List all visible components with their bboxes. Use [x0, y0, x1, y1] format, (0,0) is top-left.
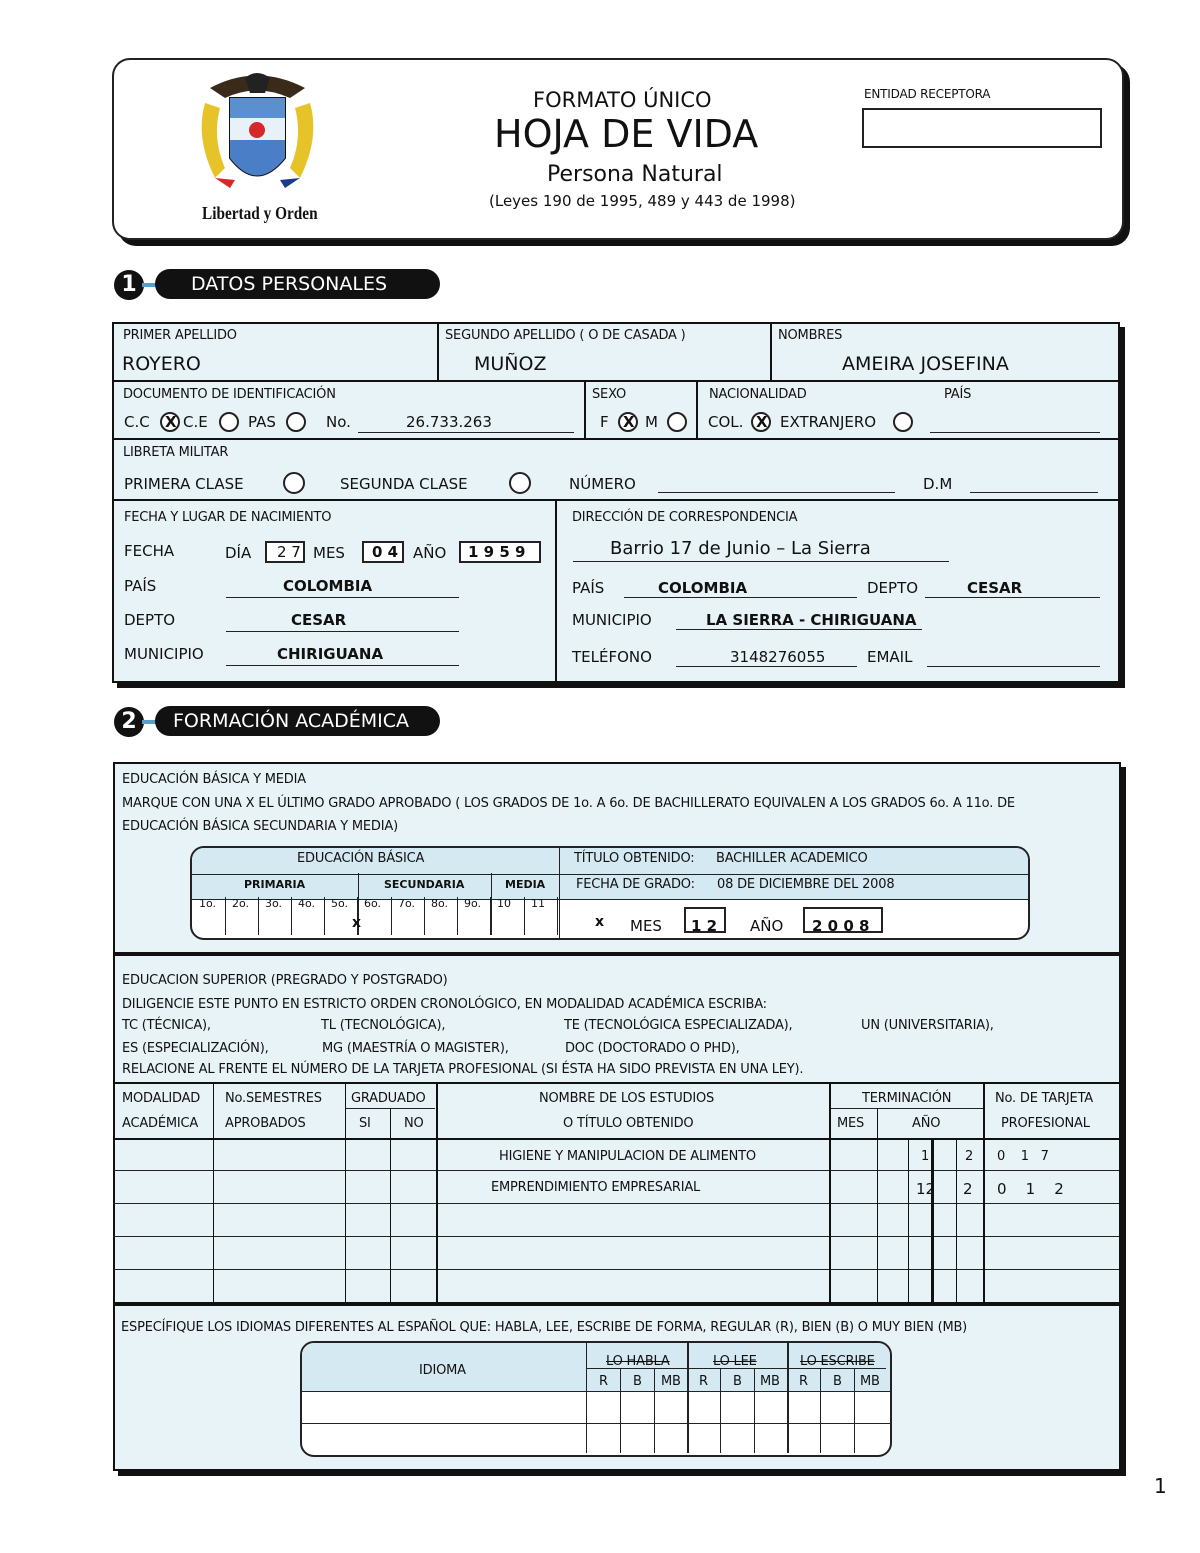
title-value[interactable]: BACHILLER ACADEMICO	[716, 851, 868, 866]
grade-cell-11[interactable]	[525, 897, 558, 935]
lang-col-line	[620, 1368, 621, 1453]
section-2-title: FORMACIÓN ACADÉMICA	[173, 710, 410, 732]
addr-dept-label: DEPTO	[867, 579, 919, 597]
field-underline	[573, 561, 949, 562]
doc-cc-label: C.C	[124, 413, 150, 431]
second-class-radio[interactable]	[509, 472, 531, 494]
col-tarjeta-1: No. DE TARJETA	[995, 1091, 1094, 1106]
lang-escribe-r: R	[799, 1374, 808, 1389]
grade-label: 3o.	[265, 897, 283, 910]
divider	[113, 1302, 1119, 1306]
first-class-radio[interactable]	[283, 472, 305, 494]
military-label: LIBRETA MILITAR	[123, 445, 229, 460]
phone-value[interactable]: 3148276055	[730, 648, 826, 666]
doc-ce-label: C.E	[183, 413, 208, 431]
month-value: 0 4	[372, 543, 399, 561]
first-surname-label: PRIMER APELLIDO	[123, 328, 237, 343]
title-label: TÍTULO OBTENIDO:	[574, 851, 695, 866]
addr-mun-label: MUNICIPIO	[572, 611, 652, 629]
grade-cell-7[interactable]	[392, 897, 425, 935]
form-type: FORMATO ÚNICO	[533, 88, 712, 112]
grade-label: 9o.	[464, 897, 482, 910]
col-semestres-1: No.SEMESTRES	[225, 1091, 322, 1106]
grade-cell-1[interactable]	[193, 897, 226, 935]
addr-dept-value[interactable]: CESAR	[967, 579, 1023, 597]
date-label: FECHA	[124, 542, 175, 560]
grade-label: 7o.	[398, 897, 416, 910]
modality-es: ES (ESPECIALIZACIÓN),	[122, 1041, 269, 1056]
higher-title: EDUCACION SUPERIOR (PREGRADO Y POSTGRADO)	[122, 973, 448, 988]
email-input[interactable]	[927, 666, 1100, 667]
col-nombre-1: NOMBRE DE LOS ESTUDIOS	[539, 1091, 715, 1106]
field-underline	[925, 597, 1100, 598]
lo-escribe-header: LO ESCRIBE	[800, 1354, 875, 1369]
military-number-label: NÚMERO	[569, 475, 636, 493]
doc-label: DOCUMENTO DE IDENTIFICACIÓN	[123, 387, 336, 402]
divider	[437, 322, 439, 380]
addr-mun-value[interactable]: LA SIERRA - CHIRIGUANA	[706, 611, 917, 629]
divider	[555, 499, 557, 681]
lo-habla-header: LO HABLA	[606, 1354, 670, 1369]
address-label: DIRECCIÓN DE CORRESPONDENCIA	[572, 510, 798, 525]
lang-col-line	[787, 1343, 789, 1453]
doc-pas-radio[interactable]	[286, 412, 306, 432]
table-row-1-anio-a[interactable]: 1	[921, 1149, 930, 1164]
basic-header: EDUCACIÓN BÁSICA	[297, 851, 425, 866]
lang-col-line	[687, 1343, 689, 1453]
field-underline	[226, 597, 459, 598]
doc-ce-radio[interactable]	[219, 412, 239, 432]
table-row-2-anio-b[interactable]: 2	[963, 1180, 973, 1198]
lang-col-line	[820, 1368, 821, 1453]
relacione-text: RELACIONE AL FRENTE EL NÚMERO DE LA TARJETA PROFESIONAL (SI ÉSTA HA SIDO PREVISTA EN UNA LEY).	[122, 1062, 804, 1077]
grade-label: 8o.	[431, 897, 449, 910]
sex-f-radio[interactable]	[618, 412, 638, 432]
address-value[interactable]: Barrio 17 de Junio – La Sierra	[610, 538, 871, 559]
modality-tl: TL (TECNOLÓGICA),	[321, 1018, 446, 1033]
divider	[584, 380, 586, 438]
addr-country-label: PAÍS	[572, 579, 605, 597]
table-line	[436, 1082, 438, 1302]
field-underline	[226, 665, 459, 666]
birth-label: FECHA Y LUGAR DE NACIMIENTO	[124, 510, 332, 525]
table-line	[192, 874, 1028, 875]
coat-of-arms-logo	[190, 68, 325, 233]
modality-mg: MG (MAESTRÍA O MAGISTER),	[322, 1041, 509, 1056]
modality-tc: TC (TÉCNICA),	[122, 1018, 211, 1033]
grad-mark: x	[595, 914, 605, 930]
birth-dept-value[interactable]: CESAR	[291, 611, 347, 629]
email-label: EMAIL	[867, 648, 913, 666]
second-surname-value[interactable]: MUÑOZ	[474, 353, 547, 375]
lang-col-line	[854, 1368, 855, 1453]
table-row-2-anio-a[interactable]: 12	[916, 1180, 936, 1198]
divider	[696, 380, 698, 438]
entity-label: ENTIDAD RECEPTORA	[864, 87, 991, 101]
laws-reference: (Leyes 190 de 1995, 489 y 443 de 1998)	[489, 192, 796, 210]
dm-label: D.M	[923, 475, 953, 493]
military-number-input[interactable]	[658, 492, 895, 493]
table-line	[113, 1138, 1119, 1140]
page-number: 1	[1154, 1474, 1167, 1498]
secundaria-label: SECUNDARIA	[384, 878, 465, 891]
dm-input[interactable]	[970, 492, 1098, 493]
names-label: NOMBRES	[778, 328, 843, 343]
grade-label: 11	[531, 897, 545, 910]
names-value[interactable]: AMEIRA JOSEFINA	[842, 353, 1009, 375]
grade-label: 4o.	[298, 897, 316, 910]
month-label: MES	[313, 544, 345, 562]
lang-escribe-mb: MB	[860, 1374, 880, 1389]
modality-te: TE (TECNOLÓGICA ESPECIALIZADA),	[564, 1018, 793, 1033]
lang-escribe-b: B	[833, 1374, 842, 1389]
grade-cell-9[interactable]	[458, 897, 491, 935]
lang-habla-r: R	[599, 1374, 608, 1389]
grade-mark: x	[352, 915, 362, 931]
first-surname-value[interactable]: ROYERO	[122, 353, 201, 375]
table-line	[829, 1082, 831, 1302]
divider	[112, 438, 1118, 440]
country-input[interactable]	[930, 432, 1100, 433]
table-row-2-nombre[interactable]: EMPRENDIMIENTO EMPRESARIAL	[491, 1180, 701, 1195]
table-line	[113, 1236, 1119, 1237]
grade-cell-10[interactable]	[491, 897, 525, 935]
day-value: 2 7	[277, 543, 301, 561]
grade-label: 10	[497, 897, 511, 910]
grad-year-label: AÑO	[750, 917, 784, 935]
higher-instr: DILIGENCIE ESTE PUNTO EN ESTRICTO ORDEN CRONOLÓGICO, EN MODALIDAD ACADÉMICA ESCRIBA:	[122, 997, 767, 1012]
field-underline	[226, 631, 459, 632]
birth-country-label: PAÍS	[124, 577, 157, 595]
lang-lee-b: B	[733, 1374, 742, 1389]
nat-foreign-label: EXTRANJERO	[780, 413, 877, 431]
sex-m-radio[interactable]	[667, 412, 687, 432]
year-value: 1 9 5 9	[468, 543, 526, 561]
day-label: DÍA	[225, 544, 252, 562]
divider	[113, 952, 1119, 956]
modality-un: UN (UNIVERSITARIA),	[861, 1018, 994, 1033]
birth-mun-label: MUNICIPIO	[124, 645, 204, 663]
nationality-label: NACIONALIDAD	[709, 387, 807, 402]
lang-habla-b: B	[633, 1374, 642, 1389]
lang-col-line	[754, 1368, 755, 1453]
field-underline	[624, 597, 857, 598]
table-line	[586, 1368, 886, 1369]
grade-label: 1o.	[199, 897, 217, 910]
media-label: MEDIA	[505, 878, 546, 891]
logo-text: Libertad y Orden	[202, 203, 318, 223]
lang-col-header: IDIOMA	[419, 1363, 466, 1378]
entity-input[interactable]	[862, 108, 1102, 148]
lang-lee-r: R	[699, 1374, 708, 1389]
lang-col-line	[720, 1368, 721, 1453]
table-line	[113, 1170, 1119, 1171]
doc-pas-label: PAS	[248, 413, 276, 431]
second-surname-label: SEGUNDO APELLIDO ( O DE CASADA )	[445, 328, 686, 343]
grade-cell-3[interactable]	[259, 897, 292, 935]
divider	[113, 1082, 1119, 1084]
table-line	[113, 1269, 1119, 1270]
year-label: AÑO	[413, 544, 447, 562]
table-line	[559, 848, 560, 938]
grade-label: 2o.	[232, 897, 250, 910]
addr-country-value[interactable]: COLOMBIA	[658, 579, 748, 597]
col-no: NO	[404, 1116, 424, 1131]
table-line	[931, 1138, 934, 1302]
section-1-number: 1	[114, 270, 144, 300]
table-line	[908, 1138, 909, 1302]
lo-lee-header: LO LEE	[713, 1354, 757, 1369]
table-row-1-nombre[interactable]: HIGIENE Y MANIPULACION DE ALIMENTO	[499, 1149, 756, 1164]
table-line	[302, 1391, 890, 1392]
lang-habla-mb: MB	[661, 1374, 681, 1389]
table-line	[213, 1082, 214, 1302]
lang-lee-mb: MB	[760, 1374, 780, 1389]
doc-cc-radio[interactable]	[160, 412, 180, 432]
field-underline	[676, 629, 922, 630]
lang-col-line	[586, 1343, 587, 1453]
basic-title: EDUCACIÓN BÁSICA Y MEDIA	[122, 772, 306, 787]
grade-cell-6[interactable]	[358, 897, 392, 935]
grad-month-label: MES	[630, 917, 662, 935]
table-row-1-tarjeta[interactable]: 0 1 7	[997, 1149, 1049, 1164]
table-line	[956, 1138, 957, 1302]
sex-m-label: M	[645, 413, 658, 431]
modality-doc: DOC (DOCTORADO O PHD),	[565, 1041, 740, 1056]
grade-cell-8[interactable]	[425, 897, 458, 935]
country-label: PAÍS	[944, 387, 972, 402]
nat-col-radio[interactable]	[751, 412, 771, 432]
grade-cell-2[interactable]	[226, 897, 259, 935]
col-terminacion: TERMINACIÓN	[862, 1091, 952, 1106]
phone-label: TELÉFONO	[572, 648, 652, 666]
basic-instr-1: MARQUE CON UNA X EL ÚLTIMO GRADO APROBADO ( LOS GRADOS DE 1o. A 6o. DE BACHILLERATO EQUIVALEN A LOS GRADOS 6o. A 11o. DE	[122, 796, 1015, 811]
table-line	[345, 1082, 346, 1302]
doc-no-label: No.	[326, 413, 351, 431]
lang-col-line	[654, 1368, 655, 1453]
page-title: HOJA DE VIDA	[494, 112, 759, 156]
divider	[112, 499, 1118, 501]
grad-date-label: FECHA DE GRADO:	[576, 877, 695, 892]
section-1-title: DATOS PERSONALES	[191, 273, 388, 295]
table-line	[113, 1203, 1119, 1204]
divider	[112, 380, 1118, 382]
sex-f-label: F	[600, 413, 609, 431]
nat-col-label: COL.	[708, 413, 744, 431]
field-underline	[358, 432, 574, 433]
first-class-label: PRIMERA CLASE	[124, 475, 244, 493]
primaria-label: PRIMARIA	[244, 878, 306, 891]
birth-mun-value[interactable]: CHIRIGUANA	[277, 645, 384, 663]
grad-date-value[interactable]: 08 DE DICIEMBRE DEL 2008	[717, 877, 895, 892]
doc-no-value[interactable]: 26.733.263	[406, 413, 492, 431]
grade-cell-4[interactable]	[292, 897, 325, 935]
languages-instr: ESPECÍFIQUE LOS IDIOMAS DIFERENTES AL ESPAÑOL QUE: HABLA, LEE, ESCRIBE DE FORMA, REGULAR (R), BIEN (B) O MUY BIEN (MB)	[121, 1320, 968, 1335]
table-line	[302, 1423, 890, 1424]
col-modalidad-2: ACADÉMICA	[122, 1116, 199, 1131]
nat-foreign-radio[interactable]	[893, 412, 913, 432]
col-semestres-2: APROBADOS	[225, 1116, 306, 1131]
table-line	[390, 1108, 391, 1302]
birth-country-value[interactable]: COLOMBIA	[283, 577, 373, 595]
basic-instr-2: EDUCACIÓN BÁSICA SECUNDARIA Y MEDIA)	[122, 819, 398, 834]
table-line	[877, 1108, 878, 1302]
birth-dept-label: DEPTO	[124, 611, 176, 629]
table-line	[830, 1108, 983, 1109]
col-mes: MES	[837, 1116, 865, 1131]
grade-label: 6o.	[364, 897, 382, 910]
field-underline	[676, 666, 857, 667]
section-2-number: 2	[114, 707, 144, 737]
grad-month-value: 1 2	[691, 917, 718, 935]
col-si: SI	[359, 1116, 371, 1131]
col-anio: AÑO	[912, 1116, 941, 1131]
table-line	[983, 1082, 985, 1302]
col-nombre-2: O TÍTULO OBTENIDO	[563, 1116, 694, 1131]
divider	[770, 322, 772, 380]
col-tarjeta-2: PROFESIONAL	[1001, 1116, 1090, 1131]
col-graduado: GRADUADO	[351, 1091, 426, 1106]
page-subtitle: Persona Natural	[547, 162, 723, 187]
sex-label: SEXO	[592, 387, 626, 402]
second-class-label: SEGUNDA CLASE	[340, 475, 468, 493]
col-modalidad-1: MODALIDAD	[122, 1091, 201, 1106]
table-row-1-anio-b[interactable]: 2	[965, 1149, 974, 1164]
table-row-2-tarjeta[interactable]: 0 1 2	[997, 1180, 1064, 1198]
grad-year-value: 2 0 0 8	[812, 917, 870, 935]
grade-label: 5o.	[331, 897, 349, 910]
